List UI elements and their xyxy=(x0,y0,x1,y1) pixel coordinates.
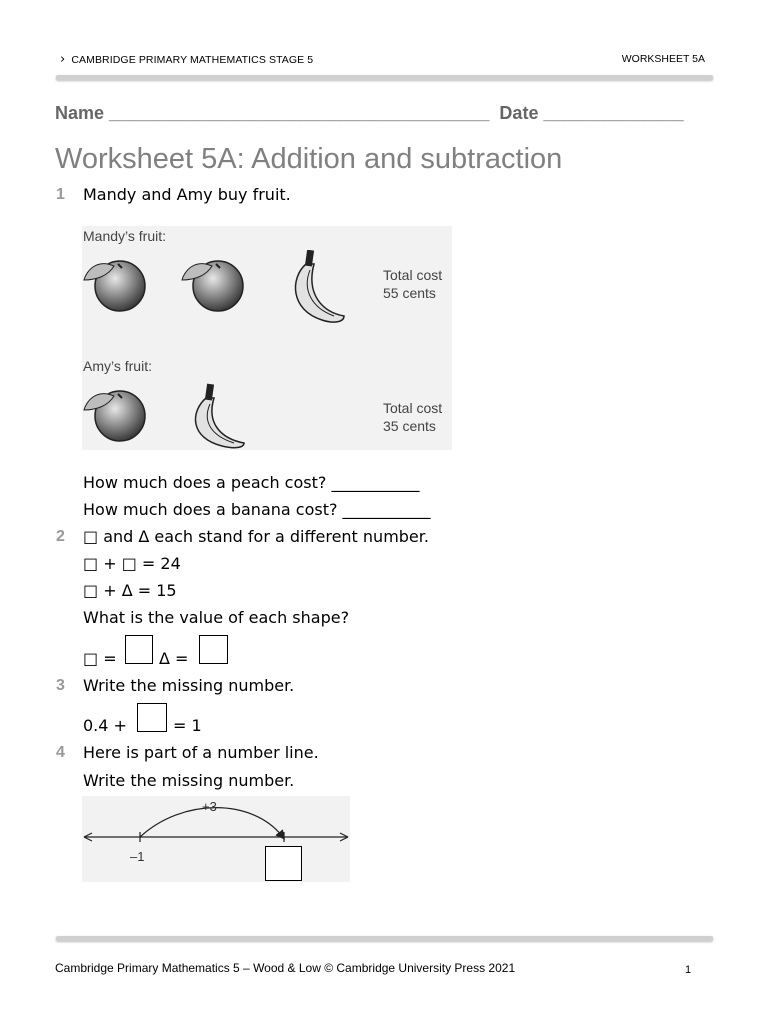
chevron-right-icon: › xyxy=(60,52,66,67)
square-answer-label: □ = xyxy=(83,649,117,668)
question-3-equation-left: 0.4 + xyxy=(83,716,127,735)
triangle-answer-label: Δ = xyxy=(159,649,189,668)
question-number-2: 2 xyxy=(56,528,65,545)
mandy-total-cost xyxy=(383,266,442,302)
page-number: 1 xyxy=(685,964,692,976)
peach-icon xyxy=(84,261,145,311)
question-2-text: □ and Δ each stand for a different number. xyxy=(83,527,429,546)
amy-cost-label: Total cost xyxy=(383,400,443,416)
question-number-3: 3 xyxy=(56,677,65,694)
triangle-answer-box[interactable] xyxy=(199,635,228,664)
fruit-figure xyxy=(82,226,452,450)
question-2-equation-1: □ + □ = 24 xyxy=(83,554,181,573)
question-3-equation-right: = 1 xyxy=(173,716,202,735)
peach-icon xyxy=(84,391,145,441)
question-3-answer-box[interactable] xyxy=(137,703,167,732)
question-number-1: 1 xyxy=(56,186,65,203)
question-2-prompt: What is the value of each shape? xyxy=(83,608,350,627)
mandy-fruit-label: Mandy’s fruit: xyxy=(83,228,166,244)
peach-icon xyxy=(182,261,243,311)
question-3-text: Write the missing number. xyxy=(83,676,295,695)
running-header-left xyxy=(60,52,313,67)
header-rule xyxy=(56,75,713,80)
number-line-axis xyxy=(84,833,348,841)
amy-cost-value: 35 cents xyxy=(383,418,436,434)
amy-total-cost xyxy=(383,399,442,435)
name-date-line: Name ______________________________________ Date ______________ xyxy=(55,103,684,123)
amy-fruit-label: Amy’s fruit: xyxy=(83,358,152,374)
question-1-banana-prompt: How much does a banana cost? ___________ xyxy=(83,500,431,519)
banana-icon xyxy=(295,250,344,322)
banana-icon xyxy=(195,384,244,448)
start-tick-label: –1 xyxy=(130,849,145,864)
question-1-peach-prompt: How much does a peach cost? ___________ xyxy=(83,473,420,492)
jump-label: +3 xyxy=(202,799,217,814)
question-1-text: Mandy and Amy buy fruit. xyxy=(83,185,291,204)
question-4-text-2: Write the missing number. xyxy=(83,771,295,790)
number-line-answer-box[interactable] xyxy=(265,846,302,881)
page-title: Worksheet 5A: Addition and subtraction xyxy=(55,143,563,175)
mandy-cost-value: 55 cents xyxy=(383,285,436,301)
square-answer-box[interactable] xyxy=(125,635,153,664)
header-series-title: CAMBRIDGE PRIMARY MATHEMATICS STAGE 5 xyxy=(71,53,314,66)
question-2-equation-2: □ + Δ = 15 xyxy=(83,581,177,600)
header-worksheet-label: WORKSHEET 5A xyxy=(621,53,705,65)
footer-copyright: Cambridge Primary Mathematics 5 – Wood & Low © Cambridge University Press 2021 xyxy=(55,961,516,975)
number-line-figure xyxy=(82,796,350,882)
question-4-text-1: Here is part of a number line. xyxy=(83,743,319,762)
footer-rule xyxy=(56,936,713,941)
mandy-cost-label: Total cost xyxy=(383,267,443,283)
question-number-4: 4 xyxy=(56,744,65,761)
